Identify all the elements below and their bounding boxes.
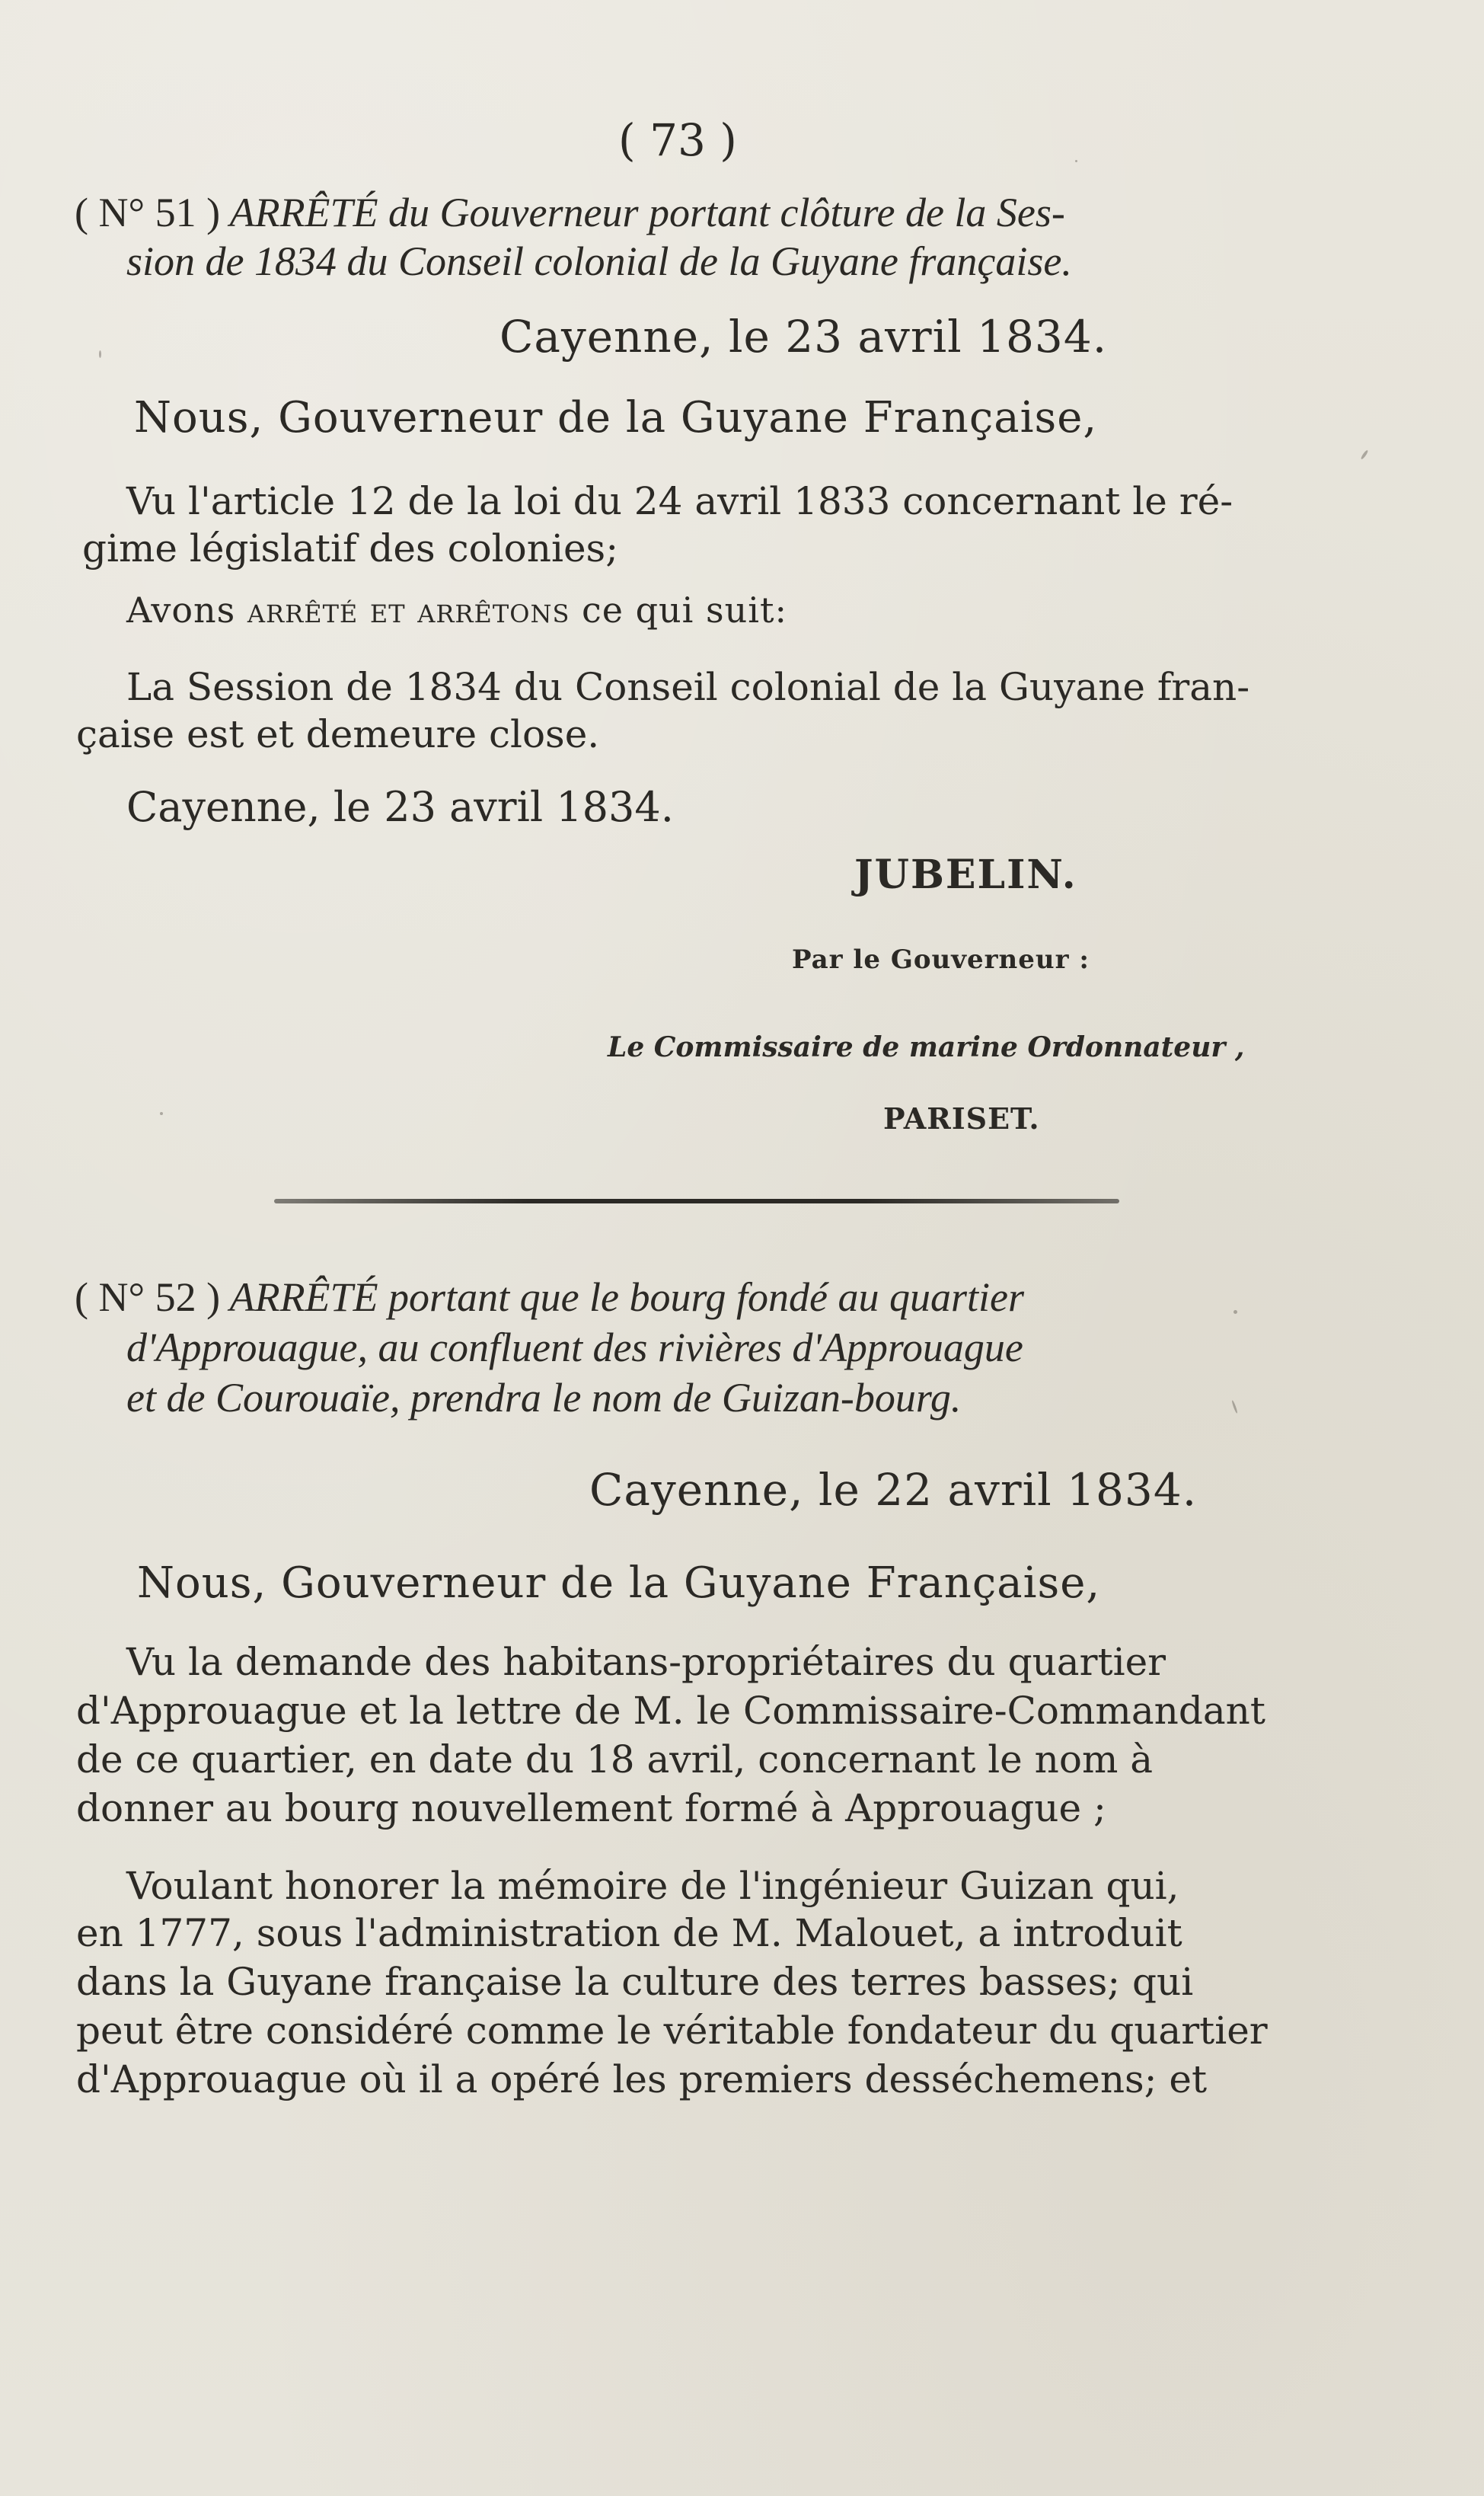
paper-speck bbox=[1360, 449, 1368, 460]
commissaire-ordonnateur: Le Commissaire de marine Ordonnateur , bbox=[608, 1031, 1245, 1063]
paper-speck bbox=[1231, 1400, 1238, 1414]
avons-rest: ce qui suit: bbox=[582, 590, 787, 631]
arrete-52-voulant-line-4: peut être considéré comme le véritable fondateur du quartier bbox=[76, 2009, 1268, 2053]
paper-speck bbox=[99, 350, 101, 358]
arrete-52-title-line-3: et de Courouaïe, prendra le nom de Guizan-bourg. bbox=[126, 1375, 962, 1421]
arrete-51-text-line-1: La Session de 1834 du Conseil colonial de la Guyane fran- bbox=[126, 665, 1250, 709]
arrete-51-vu-line-1: Vu l'article 12 de la loi du 24 avril 1833 concernant le ré- bbox=[126, 479, 1233, 523]
arrete-52-voulant-line-1: Voulant honorer la mémoire de l'ingénieur Guizan qui, bbox=[126, 1864, 1179, 1908]
arrete-51-dateline: Cayenne, le 23 avril 1834. bbox=[499, 311, 1108, 363]
arrete-52-number: ( N° 52 ) bbox=[75, 1274, 221, 1320]
arrete-51-closing-date: Cayenne, le 23 avril 1834. bbox=[126, 783, 674, 831]
arrete-51-vu-line-2: gime législatif des colonies; bbox=[82, 526, 619, 570]
arrete-52-dateline: Cayenne, le 22 avril 1834. bbox=[589, 1464, 1198, 1516]
avons-caps: arrêté et arrêtons bbox=[247, 590, 570, 631]
arrete-52-title-line-1 bbox=[75, 1274, 1024, 1321]
arrete-51-title-text-1: ARRÊTÉ du Gouverneur portant clôture de la Ses- bbox=[229, 190, 1065, 235]
arrete-52-title-text-1: ARRÊTÉ portant que le bourg fondé au quartier bbox=[229, 1274, 1024, 1320]
arrete-51-text-line-2: çaise est et demeure close. bbox=[76, 712, 600, 756]
paper-speck bbox=[1075, 160, 1077, 162]
arrete-52-voulant-line-3: dans la Guyane française la culture des terres basses; qui bbox=[76, 1960, 1194, 2004]
arrete-51-title-line-2: sion de 1834 du Conseil colonial de la Guyane française. bbox=[126, 238, 1072, 284]
arrete-51-number: ( N° 51 ) bbox=[75, 190, 221, 235]
arrete-52-vu-line-1: Vu la demande des habitans-propriétaires du quartier bbox=[126, 1640, 1166, 1684]
arrete-52-title-line-2: d'Approuague, au confluent des rivières d'Approuague bbox=[126, 1325, 1023, 1370]
paper-speck bbox=[1233, 1310, 1237, 1314]
section-divider bbox=[274, 1199, 1119, 1203]
arrete-51-nous: Nous, Gouverneur de la Guyane Française, bbox=[134, 393, 1098, 443]
avons-first-word: Avons bbox=[126, 590, 236, 631]
paper-speck bbox=[160, 1112, 163, 1115]
arrete-52-voulant-line-5: d'Approuague où il a opéré les premiers desséchemens; et bbox=[76, 2057, 1208, 2101]
arrete-51-title-line-1 bbox=[75, 189, 1065, 236]
par-le-gouverneur: Par le Gouverneur : bbox=[792, 944, 1090, 975]
arrete-51-avons bbox=[126, 590, 787, 631]
countersignature-pariset: PARISET. bbox=[883, 1101, 1040, 1136]
arrete-52-vu-line-2: d'Approuague et la lettre de M. le Commissaire-Commandant bbox=[76, 1689, 1265, 1733]
arrete-52-vu-line-3: de ce quartier, en date du 18 avril, concernant le nom à bbox=[76, 1737, 1154, 1782]
page-number: ( 73 ) bbox=[618, 114, 737, 166]
arrete-52-voulant-line-2: en 1777, sous l'administration de M. Malouet, a introduit bbox=[76, 1911, 1182, 1955]
arrete-52-nous: Nous, Gouverneur de la Guyane Française, bbox=[137, 1558, 1101, 1608]
arrete-52-vu-line-4: donner au bourg nouvellement formé à Approuague ; bbox=[76, 1786, 1106, 1830]
signature-jubelin: JUBELIN. bbox=[854, 852, 1077, 898]
